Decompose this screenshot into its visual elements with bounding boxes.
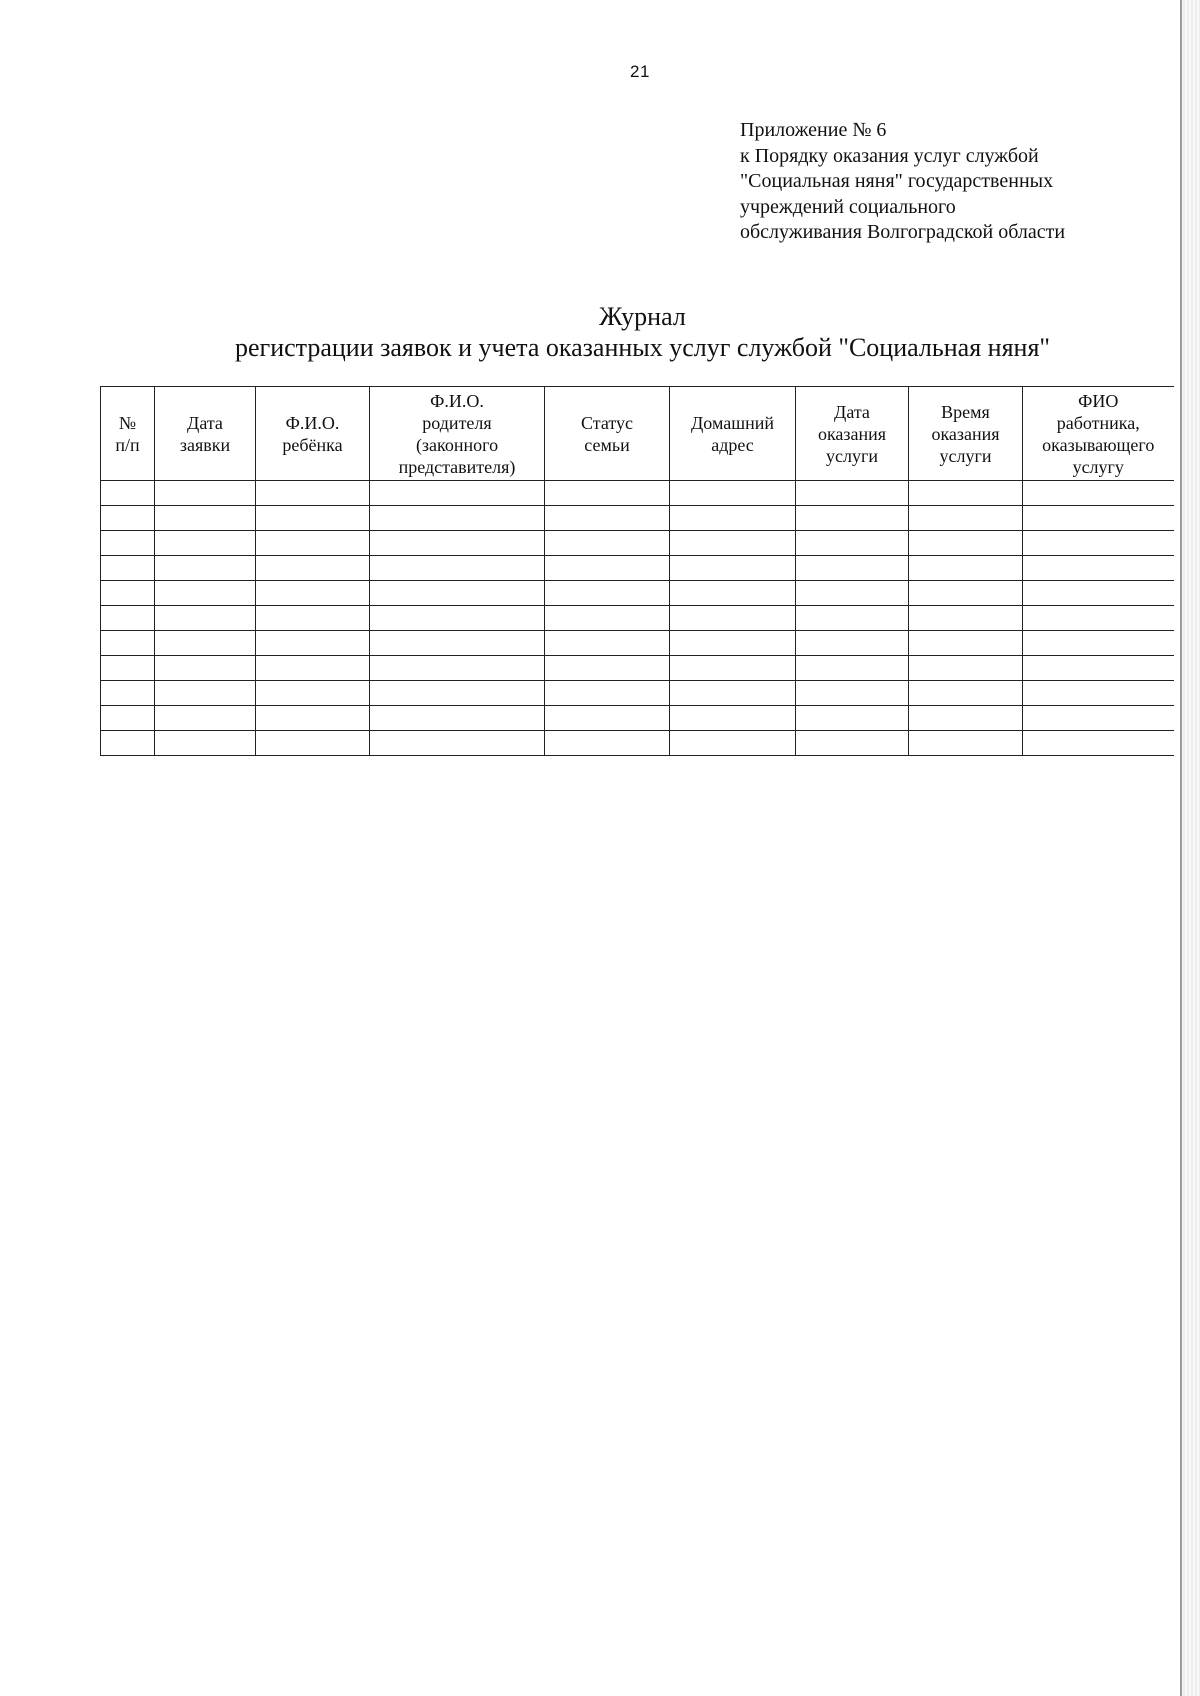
table-row (101, 606, 1174, 631)
table-cell (101, 681, 155, 706)
table-cell (1023, 506, 1174, 531)
table-cell (370, 681, 545, 706)
table-row (101, 631, 1174, 656)
table-cell (101, 506, 155, 531)
table-cell (101, 606, 155, 631)
table-cell (545, 631, 670, 656)
table-cell (1023, 631, 1174, 656)
table-row (101, 681, 1174, 706)
table-cell (101, 731, 155, 756)
table-cell (909, 631, 1023, 656)
table-cell (1023, 731, 1174, 756)
table-cell (545, 606, 670, 631)
table-cell (796, 606, 909, 631)
table-cell (545, 506, 670, 531)
table-cell (256, 556, 370, 581)
header-number: № п/п (101, 387, 155, 481)
table-cell (545, 531, 670, 556)
table-cell (796, 556, 909, 581)
table-cell (796, 656, 909, 681)
table-cell (545, 581, 670, 606)
header-service-time: Время оказания услуги (909, 387, 1023, 481)
table-cell (370, 656, 545, 681)
appendix-block (740, 118, 1180, 246)
table-cell (1023, 706, 1174, 731)
table-cell (256, 631, 370, 656)
table-cell (370, 706, 545, 731)
table-cell (670, 681, 796, 706)
table-cell (909, 556, 1023, 581)
table-cell (1023, 606, 1174, 631)
table-cell (155, 606, 256, 631)
table-cell (101, 581, 155, 606)
appendix-line: обслуживания Волгоградской области (740, 221, 1066, 243)
table-cell (101, 631, 155, 656)
header-child-name: Ф.И.О. ребёнка (256, 387, 370, 481)
table-cell (1023, 556, 1174, 581)
table-cell (256, 731, 370, 756)
table-cell (101, 556, 155, 581)
table-cell (101, 656, 155, 681)
table-cell (155, 556, 256, 581)
table-cell (155, 531, 256, 556)
table-cell (256, 531, 370, 556)
table-cell (796, 731, 909, 756)
table-cell (256, 506, 370, 531)
table-cell (909, 581, 1023, 606)
table-cell (670, 656, 796, 681)
table-cell (670, 631, 796, 656)
table-cell (796, 481, 909, 506)
table-cell (155, 506, 256, 531)
appendix-line: Приложение № 6 (740, 119, 887, 141)
table-row (101, 506, 1174, 531)
table-cell (1023, 681, 1174, 706)
table-cell (909, 706, 1023, 731)
table-cell (909, 681, 1023, 706)
table-cell (796, 706, 909, 731)
scan-edge-strip (1180, 0, 1200, 1696)
table-cell (370, 631, 545, 656)
table-cell (101, 481, 155, 506)
table-cell (670, 506, 796, 531)
table-cell (1023, 481, 1174, 506)
table-cell (796, 531, 909, 556)
journal-table (100, 386, 1174, 756)
table-cell (670, 581, 796, 606)
table-row (101, 581, 1174, 606)
table-cell (155, 481, 256, 506)
table-cell (670, 481, 796, 506)
table-cell (670, 706, 796, 731)
header-worker-name: ФИО работника, оказывающего услугу (1023, 387, 1174, 481)
appendix-line: "Социальная няня" государственных (740, 170, 1054, 192)
table-row (101, 556, 1174, 581)
document-title (100, 302, 1185, 364)
table-row (101, 656, 1174, 681)
table-cell (909, 531, 1023, 556)
title-main: Журнал (599, 302, 686, 331)
table-cell (796, 506, 909, 531)
table-header-row (101, 387, 1174, 481)
table-cell (545, 656, 670, 681)
title-subtitle: регистрации заявок и учета оказанных услуг службой "Социальная няня" (234, 333, 1051, 362)
header-service-date: Дата оказания услуги (796, 387, 909, 481)
header-request-date: Дата заявки (155, 387, 256, 481)
table-cell (909, 606, 1023, 631)
table-cell (370, 731, 545, 756)
table-cell (1023, 581, 1174, 606)
table-body (101, 481, 1174, 756)
table-cell (1023, 531, 1174, 556)
table-cell (370, 556, 545, 581)
table-cell (370, 581, 545, 606)
table-cell (909, 506, 1023, 531)
table-row (101, 706, 1174, 731)
table-cell (256, 581, 370, 606)
page-number: 21 (630, 62, 650, 81)
table-cell (796, 681, 909, 706)
table-cell (155, 631, 256, 656)
table-row (101, 531, 1174, 556)
table-cell (370, 481, 545, 506)
table-cell (101, 531, 155, 556)
header-family-status: Статус семьи (545, 387, 670, 481)
table-cell (155, 731, 256, 756)
table-cell (796, 631, 909, 656)
appendix-line: к Порядку оказания услуг службой (740, 144, 1039, 167)
table-cell (370, 606, 545, 631)
table-cell (545, 556, 670, 581)
table-cell (155, 706, 256, 731)
table-cell (545, 481, 670, 506)
table-row (101, 731, 1174, 756)
table-row (101, 481, 1174, 506)
table-cell (155, 581, 256, 606)
table-cell (545, 681, 670, 706)
table-cell (370, 531, 545, 556)
table-cell (256, 681, 370, 706)
header-parent-name: Ф.И.О. родителя (законного представителя) (370, 387, 545, 481)
table-cell (155, 681, 256, 706)
table-cell (370, 506, 545, 531)
table-cell (155, 656, 256, 681)
header-home-address: Домашний адрес (670, 387, 796, 481)
table-cell (909, 656, 1023, 681)
appendix-line: учреждений социального (740, 195, 956, 218)
table-cell (909, 481, 1023, 506)
table-cell (909, 731, 1023, 756)
table-cell (545, 731, 670, 756)
table-cell (670, 606, 796, 631)
table-cell (796, 581, 909, 606)
table-cell (670, 731, 796, 756)
table-cell (256, 481, 370, 506)
table-cell (256, 706, 370, 731)
table-cell (256, 656, 370, 681)
table-cell (545, 706, 670, 731)
table-cell (670, 556, 796, 581)
table-cell (256, 606, 370, 631)
table-cell (101, 706, 155, 731)
table-cell (670, 531, 796, 556)
table-cell (1023, 656, 1174, 681)
